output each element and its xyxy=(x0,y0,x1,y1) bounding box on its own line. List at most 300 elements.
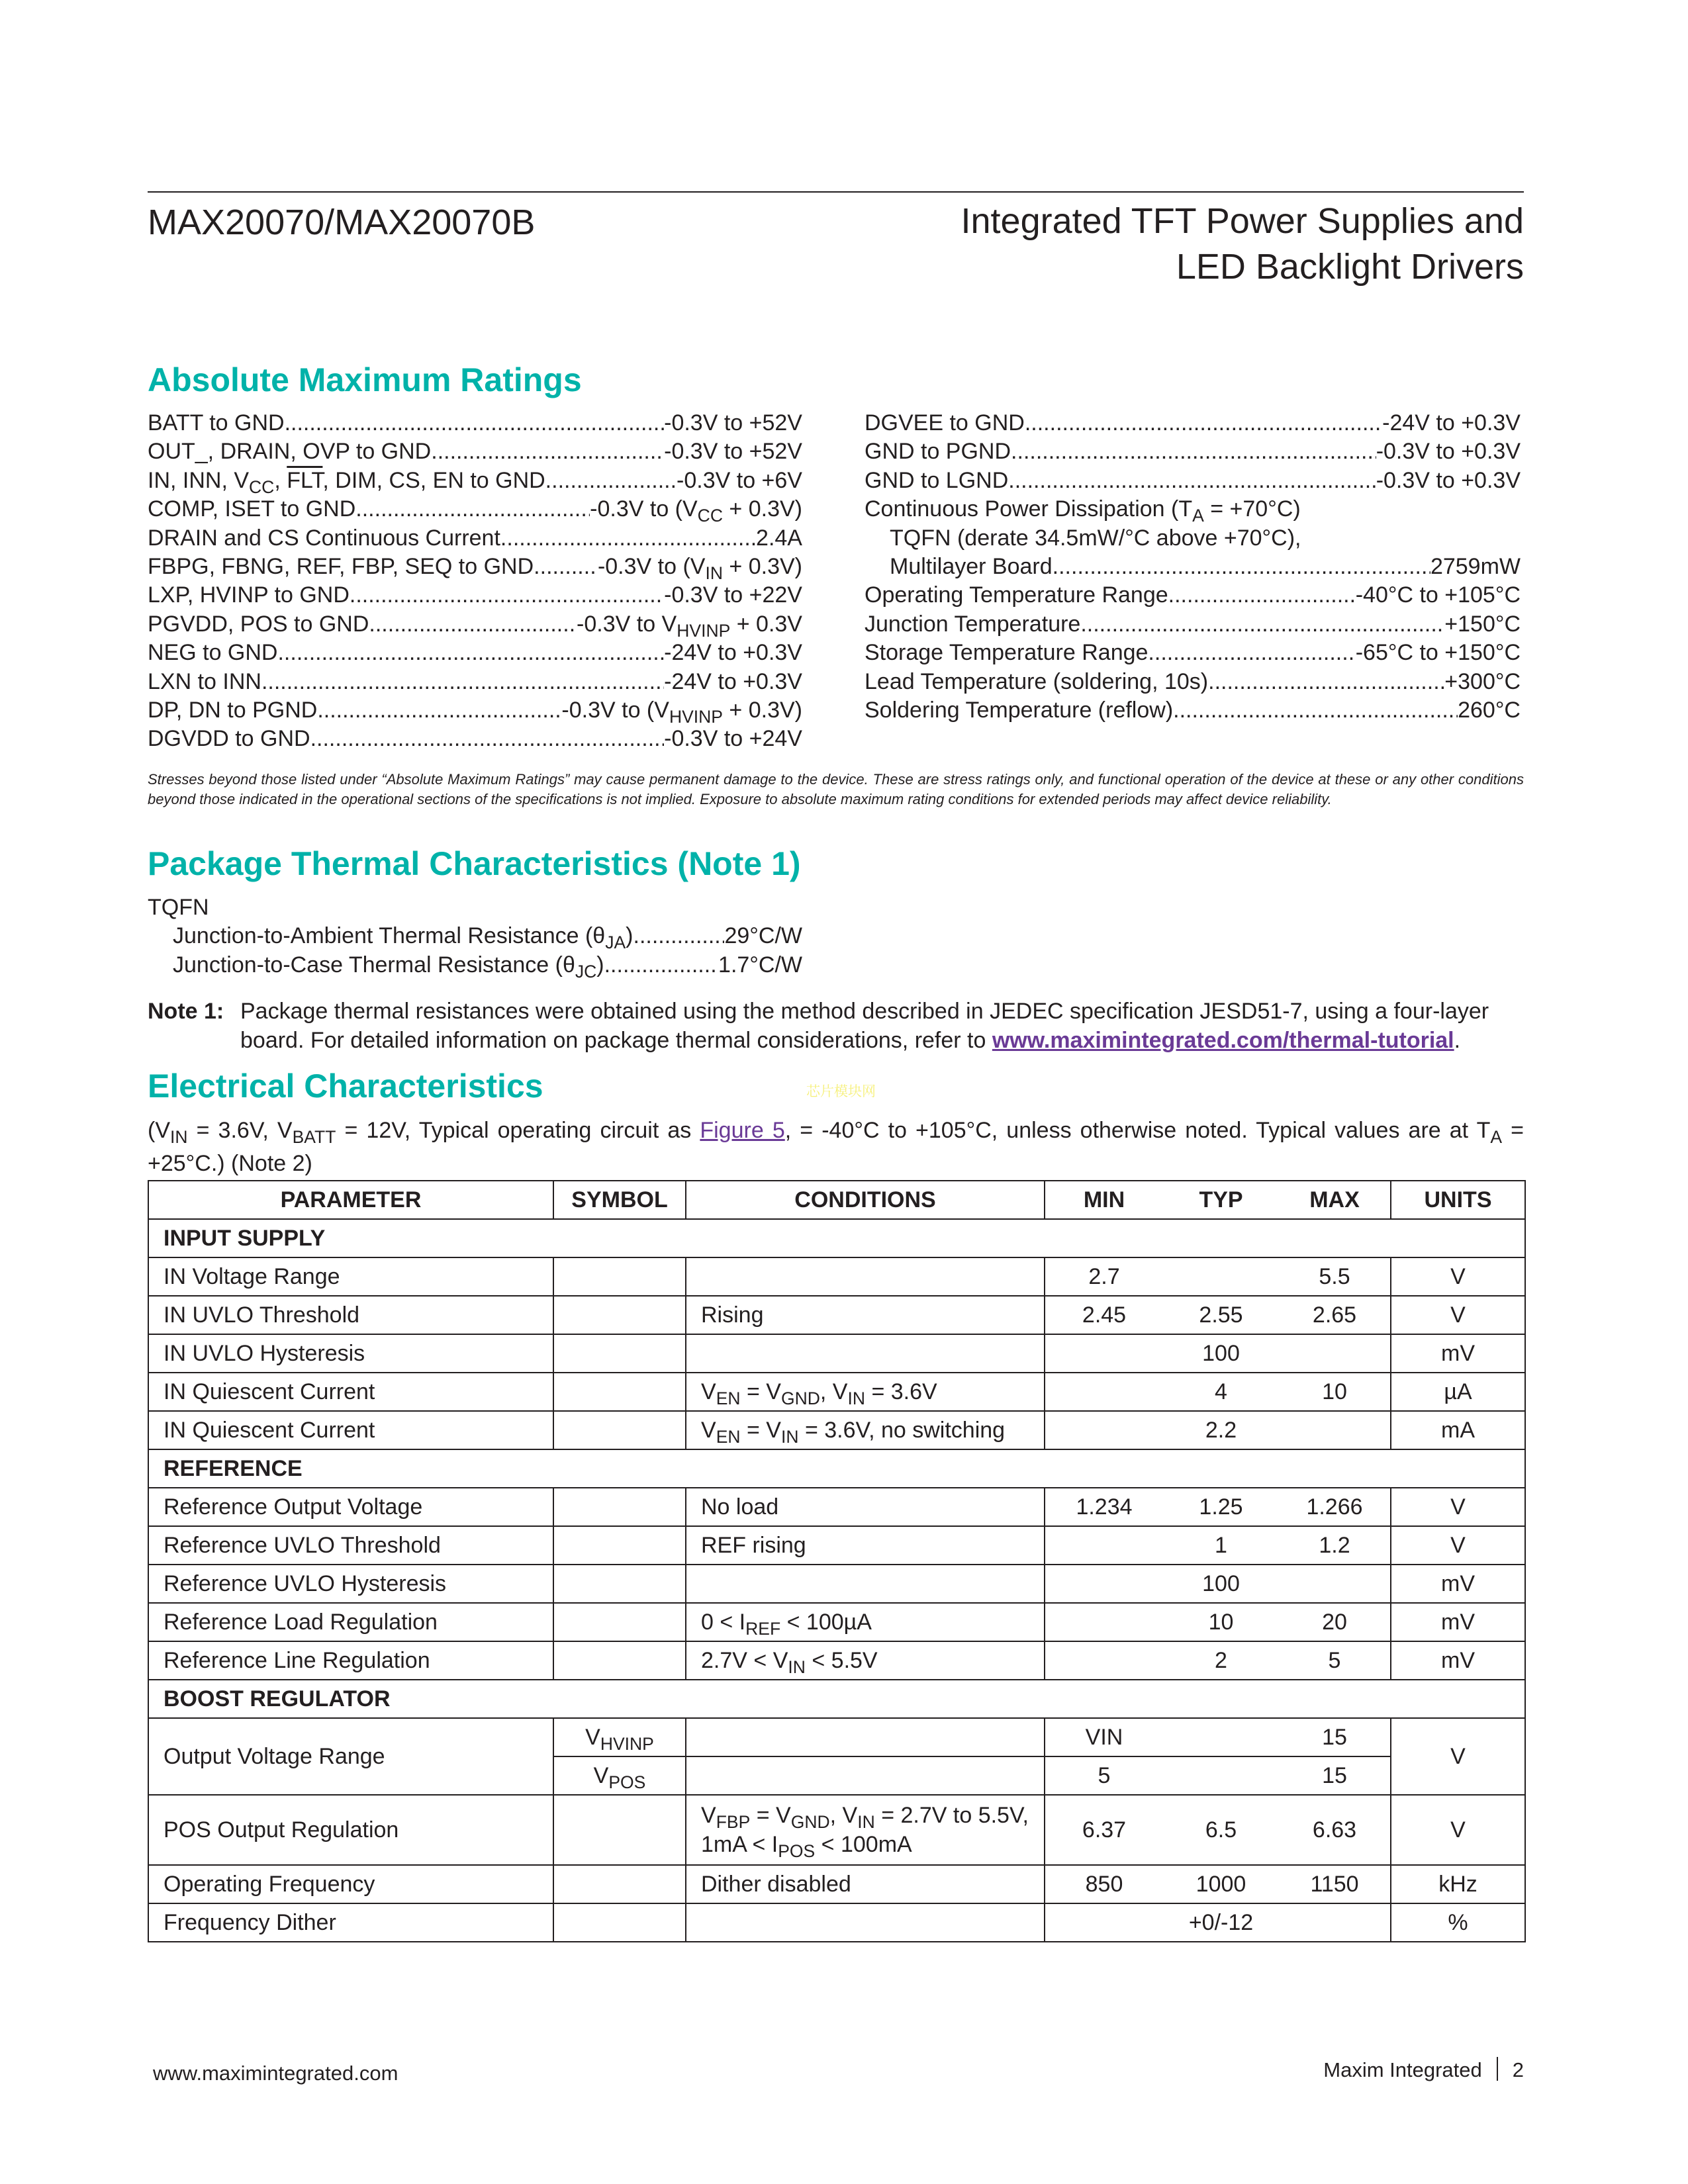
text-run: -0.3V to (V xyxy=(597,554,706,580)
title-line-1: Integrated TFT Power Supplies and xyxy=(961,201,1524,241)
dot-leader xyxy=(604,951,718,979)
note-1-body: Package thermal resistances were obtained using the method described in JEDEC specification JESD51-7, using a four-layer board. For detailed information on package thermal considerations, refer to xyxy=(240,999,1489,1053)
section-row xyxy=(148,1219,1525,1257)
subscript: A xyxy=(1490,1126,1503,1147)
units-cell: kHz xyxy=(1391,1865,1525,1903)
text-run: , V xyxy=(820,1379,848,1404)
column-header-max: MAX xyxy=(1279,1181,1391,1219)
section-row xyxy=(148,1680,1525,1718)
text-run: , = -40°C to +105°C, unless otherwise noted. Typical values are at T xyxy=(784,1118,1491,1143)
subscript: A xyxy=(1192,506,1204,526)
dot-leader xyxy=(1025,409,1382,437)
conditions-cell xyxy=(686,1565,1045,1603)
rating-label xyxy=(865,495,1301,526)
conditions-cell xyxy=(686,1603,1045,1641)
conditions-cell xyxy=(686,1257,1045,1296)
max-cell: 6.63 xyxy=(1279,1795,1391,1865)
symbol-cell xyxy=(553,1411,686,1449)
subscript: EN xyxy=(716,1388,741,1408)
footer-divider xyxy=(1497,2057,1498,2081)
typ-cell: 2 xyxy=(1163,1641,1279,1680)
rating-label xyxy=(865,581,1168,610)
rating-label xyxy=(865,610,1080,639)
rating-label xyxy=(173,951,604,979)
text-run: , xyxy=(274,467,287,493)
thermal-tutorial-link[interactable]: www.maximintegrated.com/thermal-tutorial xyxy=(992,1028,1454,1053)
table-row xyxy=(148,1565,1525,1603)
document-title xyxy=(961,199,1524,290)
typ-cell xyxy=(1163,1756,1279,1795)
text-run: 2.4A xyxy=(756,525,802,551)
part-number: MAX20070/MAX20070B xyxy=(148,203,536,242)
text-run: Soldering Temperature (reflow) xyxy=(865,698,1174,723)
thermal-package: TQFN xyxy=(148,895,209,920)
rating-label xyxy=(148,696,317,725)
rating-value xyxy=(1458,696,1521,725)
text-run: V xyxy=(701,1803,716,1828)
units-cell: mA xyxy=(1391,1411,1525,1449)
conditions-cell xyxy=(686,1795,1045,1865)
figure-link[interactable]: Figure 5 xyxy=(700,1118,785,1143)
parameter-cell: Frequency Dither xyxy=(148,1903,553,1942)
dot-leader xyxy=(310,725,665,753)
text-run: 0 < I xyxy=(701,1609,746,1635)
parameter-cell: Reference Load Regulation xyxy=(148,1603,553,1641)
text-run: Operating Temperature Range xyxy=(865,582,1168,608)
text-run: < 100µA xyxy=(780,1609,872,1635)
text-run: = V xyxy=(740,1417,781,1443)
text-run: < 100mA xyxy=(815,1832,912,1857)
subscript: IN xyxy=(847,1388,866,1408)
table-row xyxy=(148,1257,1525,1296)
min-cell: 850 xyxy=(1045,1865,1163,1903)
text-run: DRAIN and CS Continuous Current xyxy=(148,525,500,551)
text-run: -0.3V to +0.3V xyxy=(1376,467,1521,493)
max-cell: 15 xyxy=(1279,1718,1391,1756)
text-run: -24V to +0.3V xyxy=(1382,410,1521,435)
parameter-cell: Reference UVLO Threshold xyxy=(148,1526,553,1565)
electrical-conditions xyxy=(148,1114,1524,1180)
dot-leader xyxy=(1148,639,1355,667)
text-run: REF rising xyxy=(701,1532,806,1558)
rating-row xyxy=(865,668,1521,696)
max-cell: 2.65 xyxy=(1279,1296,1391,1334)
dot-leader xyxy=(277,639,664,667)
dot-leader xyxy=(1011,437,1376,466)
dot-leader xyxy=(633,922,725,950)
typ-cell: 1 xyxy=(1163,1526,1279,1565)
typ-cell xyxy=(1163,1257,1279,1296)
text-run: = +70°C) xyxy=(1203,496,1301,522)
rating-row xyxy=(865,696,1521,725)
rating-value xyxy=(664,437,802,466)
min-cell: 6.37 xyxy=(1045,1795,1163,1865)
min-cell xyxy=(1045,1903,1163,1942)
rating-label xyxy=(148,639,277,667)
text-run: Junction-to-Case Thermal Resistance (θ xyxy=(173,952,575,978)
rating-row xyxy=(148,553,802,581)
text-run: ) xyxy=(596,952,604,978)
rating-value xyxy=(664,409,802,437)
text-run: Multilayer Board xyxy=(890,554,1053,580)
thermal-list xyxy=(148,893,802,979)
typ-cell xyxy=(1163,1718,1279,1756)
dot-leader xyxy=(317,696,561,725)
rating-value xyxy=(1444,610,1521,639)
subscript: IN xyxy=(780,1426,799,1447)
text-run: 2759mW xyxy=(1430,554,1521,580)
text-run: Rising xyxy=(701,1302,764,1328)
text-run: LXN to INN xyxy=(148,668,261,694)
conditions-cell xyxy=(686,1373,1045,1411)
parameter-cell: IN UVLO Threshold xyxy=(148,1296,553,1334)
title-line-2: LED Backlight Drivers xyxy=(1176,247,1524,287)
dot-leader xyxy=(1008,467,1376,495)
text-run: +150°C xyxy=(1444,611,1521,637)
text-run: OUT_, DRAIN, OVP to GND xyxy=(148,439,432,465)
text-run: + 0.3V) xyxy=(722,496,802,522)
rating-row xyxy=(148,668,802,696)
subscript: IN xyxy=(788,1657,806,1677)
typ-cell: 100 xyxy=(1163,1334,1279,1373)
typ-cell: 1.25 xyxy=(1163,1488,1279,1526)
dot-leader xyxy=(534,553,598,581)
abs-max-left-list xyxy=(148,409,802,754)
symbol-cell xyxy=(553,1296,686,1334)
rating-label xyxy=(148,725,310,753)
text-run: Lead Temperature (soldering, 10s) xyxy=(865,668,1209,694)
text-run: 2.7V < V xyxy=(701,1647,788,1673)
rating-row xyxy=(148,437,802,466)
rating-row xyxy=(173,951,802,979)
text-run: 1.7°C/W xyxy=(718,952,802,978)
units-cell: % xyxy=(1391,1903,1525,1942)
subscript: CC xyxy=(697,506,723,526)
note-1-end: . xyxy=(1454,1028,1461,1053)
section-row xyxy=(148,1449,1525,1488)
rating-value xyxy=(1376,467,1521,495)
rating-label xyxy=(148,668,261,696)
abs-max-right-list xyxy=(865,409,1521,725)
dot-leader xyxy=(500,524,756,553)
rating-row xyxy=(865,639,1521,667)
text-run: , V xyxy=(829,1803,858,1828)
column-header-symbol: SYMBOL xyxy=(553,1181,686,1219)
rating-label xyxy=(148,495,355,523)
rating-value xyxy=(1376,437,1521,466)
units-cell: V xyxy=(1391,1488,1525,1526)
rating-row xyxy=(148,725,802,753)
min-cell xyxy=(1045,1373,1163,1411)
text-run: = V xyxy=(750,1803,791,1828)
symbol-cell xyxy=(553,1565,686,1603)
rating-row xyxy=(865,437,1521,466)
rating-row xyxy=(865,553,1521,581)
rating-value xyxy=(577,610,802,639)
dot-leader xyxy=(350,581,664,610)
text-run: = 3.6V, V xyxy=(187,1118,293,1143)
rating-value xyxy=(664,725,802,753)
subscript: HVINP xyxy=(669,707,723,727)
conditions-cell xyxy=(686,1411,1045,1449)
dot-leader xyxy=(261,668,664,696)
text-run: PGVDD, POS to GND xyxy=(148,611,369,637)
units-cell: mV xyxy=(1391,1334,1525,1373)
text-run: V xyxy=(701,1379,716,1404)
max-cell: 1.2 xyxy=(1279,1526,1391,1565)
text-run: -65°C to +150°C xyxy=(1355,640,1521,666)
table-row xyxy=(148,1641,1525,1680)
rating-value xyxy=(756,524,802,553)
text-run: NEG to GND xyxy=(148,640,278,666)
subscript: GND xyxy=(780,1388,820,1408)
subscript: HVINP xyxy=(600,1733,654,1754)
rating-value xyxy=(1356,639,1521,667)
min-cell: 2.45 xyxy=(1045,1296,1163,1334)
symbol-cell xyxy=(553,1641,686,1680)
typ-cell: 10 xyxy=(1163,1603,1279,1641)
rating-label xyxy=(865,437,1011,466)
rating-label xyxy=(865,696,1173,725)
symbol-cell xyxy=(553,1795,686,1865)
section-header: REFERENCE xyxy=(148,1449,1525,1488)
header-rule xyxy=(148,191,1524,193)
conditions-cell xyxy=(686,1718,1045,1756)
conditions-cell xyxy=(686,1641,1045,1680)
symbol-cell xyxy=(553,1488,686,1526)
rating-row xyxy=(865,610,1521,639)
text-run: , DIM, CS, EN to GND xyxy=(322,467,545,493)
min-cell xyxy=(1045,1603,1163,1641)
rating-label xyxy=(148,553,534,581)
dot-leader xyxy=(431,437,664,466)
conditions-cell xyxy=(686,1334,1045,1373)
subscript: IN xyxy=(170,1126,188,1147)
dot-leader xyxy=(1080,610,1444,639)
units-cell: mV xyxy=(1391,1565,1525,1603)
max-cell xyxy=(1279,1334,1391,1373)
rating-row xyxy=(865,495,1521,526)
subscript: EN xyxy=(716,1426,741,1447)
typ-cell: 6.5 xyxy=(1163,1795,1279,1865)
rating-row xyxy=(173,922,802,953)
typ-cell: 2.55 xyxy=(1163,1296,1279,1334)
text-run: +300°C xyxy=(1444,668,1521,694)
rating-label xyxy=(865,409,1025,437)
parameter-cell: Reference UVLO Hysteresis xyxy=(148,1565,553,1603)
rating-label xyxy=(148,467,545,495)
typ-cell: 4 xyxy=(1163,1373,1279,1411)
text-run: BATT to GND xyxy=(148,410,285,435)
page-number: 2 xyxy=(1512,2058,1524,2081)
table-row xyxy=(148,1903,1525,1942)
max-cell: 10 xyxy=(1279,1373,1391,1411)
text-run: + 0.3V) xyxy=(722,698,802,723)
rating-row xyxy=(865,409,1521,437)
max-cell xyxy=(1279,1903,1391,1942)
rating-value xyxy=(724,922,802,950)
conditions-cell xyxy=(686,1488,1045,1526)
note-1 xyxy=(148,997,1524,1055)
rating-label xyxy=(890,553,1053,581)
symbol-cell xyxy=(553,1903,686,1942)
units-cell: V xyxy=(1391,1718,1525,1795)
rating-label xyxy=(148,524,500,553)
text-run: = +25°C.) (Note 2) xyxy=(148,1118,1524,1176)
dot-leader xyxy=(1053,553,1430,581)
text-run: COMP, ISET to GND xyxy=(148,496,356,522)
rating-value xyxy=(664,639,802,667)
subscript: JC xyxy=(575,961,597,981)
rating-row xyxy=(865,581,1521,610)
rating-value xyxy=(561,696,802,725)
min-cell xyxy=(1045,1411,1163,1449)
table-row xyxy=(148,1334,1525,1373)
rating-value xyxy=(1444,668,1521,696)
subscript: FBP xyxy=(716,1811,751,1832)
footer-company: Maxim Integrated xyxy=(1323,2058,1482,2081)
rating-value xyxy=(1356,581,1521,610)
symbol-cell xyxy=(553,1526,686,1565)
units-cell: V xyxy=(1391,1795,1525,1865)
rating-label xyxy=(865,467,1008,495)
rating-label xyxy=(173,922,633,953)
abs-max-heading: Absolute Maximum Ratings xyxy=(148,361,582,398)
table-row xyxy=(148,1488,1525,1526)
typ-cell: +0/-12 xyxy=(1163,1903,1279,1942)
parameter-cell: Reference Output Voltage xyxy=(148,1488,553,1526)
dot-leader xyxy=(355,495,590,523)
text-run: -0.3V to (V xyxy=(561,698,669,723)
rating-value xyxy=(664,668,802,696)
max-cell xyxy=(1279,1565,1391,1603)
text-run: IN, INN, V xyxy=(148,467,250,493)
subscript: POS xyxy=(778,1841,816,1861)
footer-website[interactable]: www.maximintegrated.com xyxy=(153,2062,399,2085)
text-run: -24V to +0.3V xyxy=(664,668,802,694)
max-cell: 15 xyxy=(1279,1756,1391,1795)
subscript: IN xyxy=(705,563,723,583)
text-run: -0.3V to +52V xyxy=(664,410,802,435)
column-header-min: MIN xyxy=(1045,1181,1163,1219)
rating-row xyxy=(865,467,1521,495)
subscript: GND xyxy=(790,1811,830,1832)
rating-value xyxy=(590,495,802,526)
parameter-cell: IN Voltage Range xyxy=(148,1257,553,1296)
text-run: -40°C to +105°C xyxy=(1355,582,1521,608)
rating-label xyxy=(148,409,285,437)
text-run: DGVDD to GND xyxy=(148,726,310,752)
rating-row xyxy=(148,409,802,437)
parameter-cell: Output Voltage Range xyxy=(148,1718,553,1795)
subscript: IN xyxy=(857,1811,875,1832)
text-run: = V xyxy=(740,1379,781,1404)
conditions-cell xyxy=(686,1526,1045,1565)
text-run: GND to PGND xyxy=(865,439,1011,465)
text-run: = 12V, Typical operating circuit as xyxy=(336,1118,700,1143)
text-run: V xyxy=(593,1762,609,1788)
text-run: -0.3V to +0.3V xyxy=(1376,439,1521,465)
max-cell: 1.266 xyxy=(1279,1488,1391,1526)
max-cell: 20 xyxy=(1279,1603,1391,1641)
text-run: 29°C/W xyxy=(724,923,802,949)
dot-leader xyxy=(1173,696,1458,725)
footer-right xyxy=(1323,2057,1524,2082)
rating-row xyxy=(148,610,802,639)
text-run: Continuous Power Dissipation (T xyxy=(865,496,1193,522)
symbol-cell xyxy=(553,1756,686,1795)
units-cell: µA xyxy=(1391,1373,1525,1411)
rating-row xyxy=(148,639,802,667)
rating-label xyxy=(865,668,1208,696)
text-run: -0.3V to +52V xyxy=(664,439,802,465)
text-run: Dither disabled xyxy=(701,1871,851,1897)
text-run: + 0.3V) xyxy=(722,554,802,580)
rating-label xyxy=(148,581,350,610)
text-run: -0.3V to +22V xyxy=(664,582,802,608)
table-row xyxy=(148,1296,1525,1334)
thermal-heading: Package Thermal Characteristics (Note 1) xyxy=(148,845,801,882)
dot-leader xyxy=(369,610,577,639)
symbol-cell xyxy=(553,1257,686,1296)
text-run: = 3.6V, no switching xyxy=(798,1417,1006,1443)
rating-label xyxy=(890,524,1301,553)
electrical-characteristics-table xyxy=(148,1180,1526,1942)
dot-leader xyxy=(1208,668,1444,696)
thermal-rows xyxy=(148,922,802,979)
rating-row xyxy=(148,495,802,526)
table-row xyxy=(148,1603,1525,1641)
units-cell: V xyxy=(1391,1526,1525,1565)
conditions-cell xyxy=(686,1865,1045,1903)
max-cell: 1150 xyxy=(1279,1865,1391,1903)
text-run: 260°C xyxy=(1458,698,1521,723)
column-header-conditions: CONDITIONS xyxy=(686,1181,1045,1219)
subscript: HVINP xyxy=(677,620,731,641)
text-run: -0.3V to +6V xyxy=(677,467,802,493)
electrical-heading: Electrical Characteristics xyxy=(148,1068,543,1105)
text-run: Storage Temperature Range xyxy=(865,640,1149,666)
subscript: BATT xyxy=(292,1126,336,1147)
units-cell: mV xyxy=(1391,1603,1525,1641)
min-cell: 5 xyxy=(1045,1756,1163,1795)
conditions-cell xyxy=(686,1903,1045,1942)
typ-cell: 2.2 xyxy=(1163,1411,1279,1449)
symbol-cell xyxy=(553,1865,686,1903)
text-run: Junction-to-Ambient Thermal Resistance (θ xyxy=(173,923,606,949)
text-run: ) xyxy=(626,923,633,949)
max-cell xyxy=(1279,1411,1391,1449)
max-cell: 5.5 xyxy=(1279,1257,1391,1296)
text-run: No load xyxy=(701,1494,779,1520)
column-header-units: UNITS xyxy=(1391,1181,1525,1219)
typ-cell: 100 xyxy=(1163,1565,1279,1603)
max-cell: 5 xyxy=(1279,1641,1391,1680)
table-row xyxy=(148,1718,1525,1756)
min-cell: VIN xyxy=(1045,1718,1163,1756)
symbol-cell xyxy=(553,1373,686,1411)
typ-cell: 1000 xyxy=(1163,1865,1279,1903)
parameter-cell: Operating Frequency xyxy=(148,1865,553,1903)
dot-leader xyxy=(285,409,665,437)
table-row xyxy=(148,1865,1525,1903)
table-header-row xyxy=(148,1181,1525,1219)
rating-value xyxy=(1382,409,1521,437)
note-1-label: Note 1: xyxy=(148,999,224,1024)
note-1-text xyxy=(240,997,1524,1055)
stress-note: Stresses beyond those listed under “Absolute Maximum Ratings” may cause permanent damage to the device. These are stress ratings only, and functional operation of the device at these or any other conditions beyond those indicated in the operational sections of the specifications is not implied. Exposure to absolute maximum rating conditions for extended periods may affect device reliability. xyxy=(148,771,1524,807)
symbol-cell xyxy=(553,1603,686,1641)
